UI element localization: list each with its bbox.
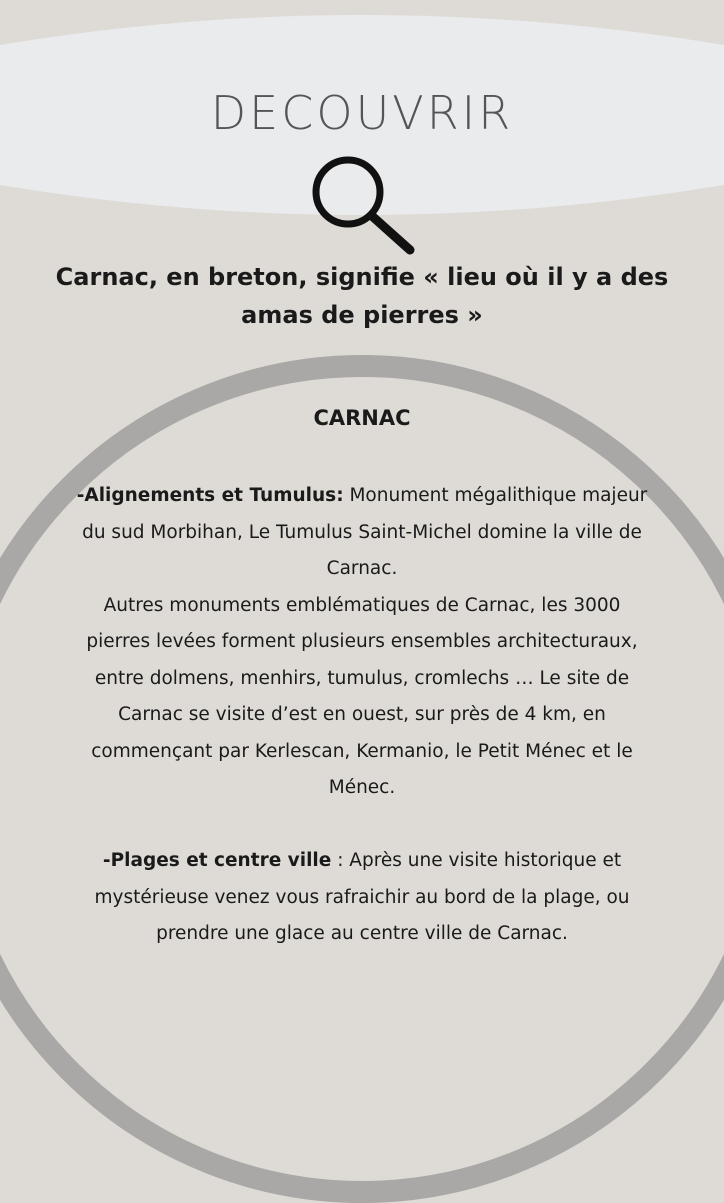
section-title: CARNAC [313,406,411,430]
page-title: DECOUVRIR [210,86,514,140]
paragraph-label: -Alignements et Tumulus: [76,485,344,506]
section-body [70,478,654,953]
paragraph-alignements [70,478,654,588]
paragraph-text: : Après une visite historique et mystérieuse venez vous rafraichir au bord de la plage, ou prendre une glace au centre ville de Carnac. [94,850,630,944]
paragraph-text: Monument mégalithique majeur du sud Morbihan, Le Tumulus Saint-Michel domine la ville de Carnac. [82,485,648,579]
intro-text: Carnac, en breton, signifie « lieu où il y a des amas de pierres » [55,263,669,329]
paragraph-label: -Plages et centre ville [102,850,332,871]
paragraph-spacer [70,807,654,844]
paragraph-monuments: Autres monuments emblématiques de Carnac, les 3000 pierres levées forment plusieurs ensembles architecturaux, entre dolmens, menhirs, tumulus, cromlechs … Le site de Carnac se visite d’est en ouest, sur près de 4 km, en commençant par Kerlescan, Kermanio, le Petit Ménec et le Ménec. [86,594,638,798]
search-icon [302,150,422,260]
paragraph-plages [70,843,654,953]
